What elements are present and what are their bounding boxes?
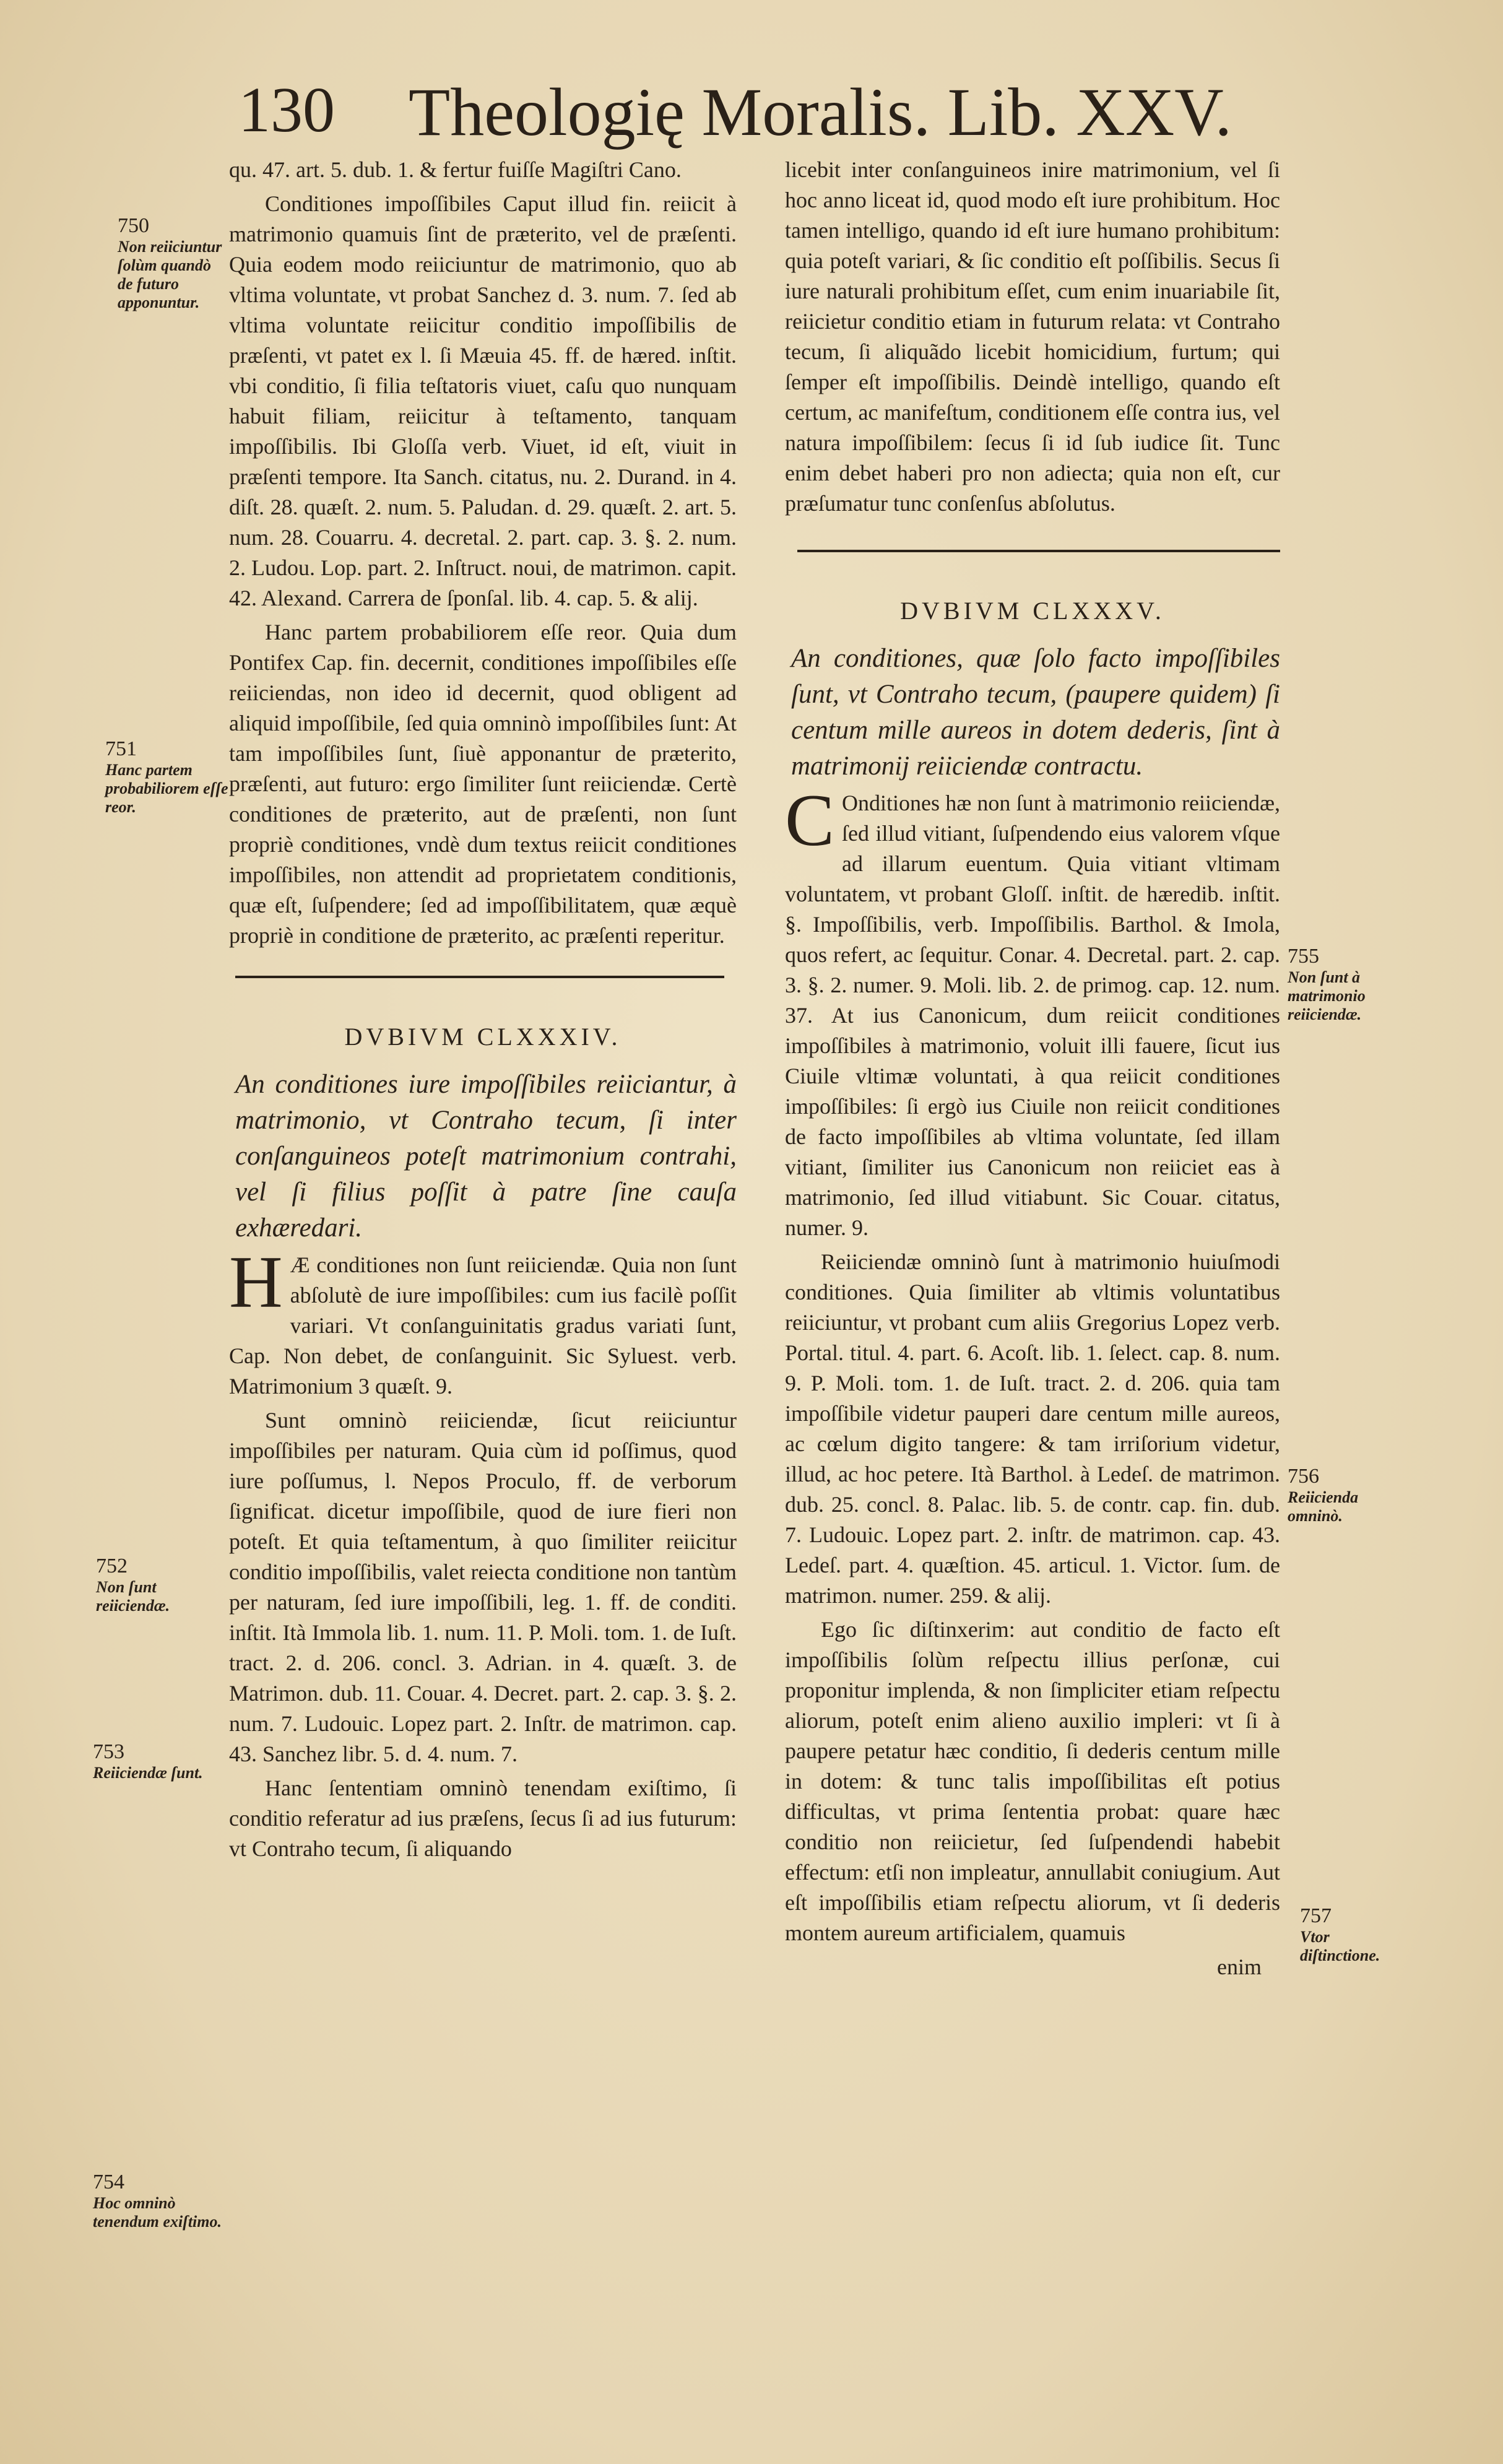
dubium-184-heading: DVBIVM CLXXXIV. — [344, 1023, 622, 1051]
right-column — [785, 155, 1280, 1986]
running-title: Theologię Moralis. Lib. XXV. — [409, 74, 1232, 150]
drop-cap-h: H — [229, 1241, 283, 1323]
paragraph-757: Ego ſic diſtinxerim: aut conditio de facto eſt impoſſibilis ſolùm reſpectu illius perſonæ, cui proponitur implenda, & non ſimpliciter etiam reſpectu aliorum, poteſt enim alieno auxilio impleri: vt ſi à paupere petatur hæc conditio, ſi dederis centum mille in dotem: & tunc talis impoſſibilitas eſt potius difficultas, vt prima ſententia probat: quare hæc conditio non reiicietur, ſed ſuſpendendi habebit effectum: etſi non impleatur, annullabit coniugium. Aut eſt impoſſibilis etiam reſpectu aliorum, vt ſi dederis montem aureum artificialem, quamuis — [785, 1617, 1280, 1945]
right-continuation-paragraph: licebit inter conſanguineos inire matrimonium, vel ſi hoc anno liceat id, quod modo eſt iure prohibitum. Hoc tamen intelligo, quando id eſt iure humano prohibitum: quia poteſt variari, & ſic conditio eſt poſſibilis. Secus ſi iure naturali prohibitum eſſet, cum enim inuariabile ſit, reiicietur conditio etiam in futurum relata: vt Contraho tecum, ſi aliquãdo licebit homicidium, furtum; qui ſemper eſt impoſſibilis. Deindè intelligo, quando eſt certum, ac manifeſtum, conditionem eſſe contra ius, vel natura impoſſibilem: ſecus ſi id ſub iudice ſit. Tunc enim debet haberi pro non adiecta; quia non eſt, cur præſumatur tunc conſenſus abſolutus. — [785, 157, 1280, 516]
left-continuation-paragraph: qu. 47. art. 5. dub. 1. & fertur fuiſſe Magiſtri Cano. — [229, 157, 682, 182]
paragraph-754: Hanc ſententiam omninò tenendam exiſtimo, ſi conditio referatur ad ius præſens, ſecus ſi ad ius futurum: vt Contraho tecum, ſi aliquando — [229, 1776, 737, 1861]
paragraph-753: Sunt omninò reiiciendæ, ſicut reiiciuntur impoſſibiles per naturam. Quia cùm id poſſimus, quod iure poſſumus, l. Nepos Proculo, ff. de verborum ſignificat. dicetur impoſſibile, quod de iure fieri non poteſt. Et quia teſtamentum, à quo ſimiliter reiicitur conditio impoſſibilis, valet reiecta conditione non tantùm per naturam, ſed iure impoſſibili, leg. 1. ff. de conditi. inſtit. Ità Immola lib. 1. num. 11. P. Moli. tom. 1. de Iuſt. tract. 2. d. 206. concl. 3. Adrian. in 4. quæſt. 3. de Matrimon. dub. 11. Couar. 4. Decret. part. 2. cap. 3. §. 2. num. 7. Ludouic. Lopez part. 2. Inſtr. de matrimon. cap. 43. Sanchez libr. 5. d. 4. num. 7. — [229, 1408, 737, 1766]
paragraph-751: Hanc partem probabiliorem eſſe reor. Quia dum Pontifex Cap. fin. decernit, conditiones impoſſibiles eſſe reiiciendas, non ideo id decernit, quod obligent ad aliquid impoſſibile, ſed quia omninò impoſſibiles ſunt: At tam impoſſibiles ſunt, ſiuè apponantur de præterito, præſenti, aut futuro: ergo ſimiliter ſunt reiiciendæ. Certè conditiones de præterito, aut de præſenti, non ſunt propriè conditiones, vndè dum textus reiicit conditiones impoſſibiles, non attendit ad proprietatem conditionis, quæ eſt, ſuſpendere; ſed ad impoſſibilitatem, quæ æquè propriè in conditione de præterito, ac præſenti reperitur. — [229, 620, 737, 948]
margin-note-753: 753 Reiiciendæ ſunt. — [93, 1740, 203, 1782]
dubium-185-heading: DVBIVM CLXXXV. — [900, 597, 1165, 625]
page-header — [238, 73, 1328, 154]
paragraph-752: H Æ conditiones non ſunt reiiciendæ. Quia non ſunt abſolutè de iure impoſſibiles: cum ius facilè poſſit variari. Vt conſanguinitatis gradus variati ſunt, Cap. Non debet, de conſanguinit. Sic Syluest. verb. Matrimonium 3 quæſt. 9. — [229, 1241, 737, 1399]
section-divider — [797, 550, 1280, 552]
paragraph-756: Reiiciendæ omninò ſunt à matrimonio huiuſmodi conditiones. Quia ſimiliter ab vltimis voluntatibus reiiciuntur, vt probant cum aliis Gregorius Lopez verb. Portal. titul. 4. part. 6. Acoſt. lib. 1. ſelect. cap. 8. num. 9. P. Moli. tom. 1. de Iuſt. tract. 2. d. 206. quia tam impoſſibile videtur pauperi dare centum mille aureos, ac cœlum digito tangere: & tam irriſorium videtur, illud, ac hoc petere. Ità Barthol. à Ledeſ. de matrimon. dub. 25. concl. 8. Palac. lib. 5. de contr. cap. fin. dub. 7. Ludouic. Lopez part. 2. inſtr. de matrimon. cap. 43. Ledeſ. part. 4. quæſtion. 45. articul. 1. Victor. ſum. de matrimon. numer. 259. & alij. — [785, 1249, 1280, 1608]
page-number: 130 — [238, 74, 335, 145]
margin-note-754: 754 Hoc omninò tenendum exiſtimo. — [93, 2171, 222, 2231]
dubium-185-question: An conditiones, quæ ſolo facto impoſſibiles ſunt, vt Contraho tecum, (paupere quidem) ſi centum mille aureos in dotem dederis, ſint à matrimonij reiiciendæ contractu. — [791, 644, 1280, 781]
margin-note-750: 750 Non reiiciuntur ſolùm quandò de futuro apponuntur. — [118, 214, 222, 311]
margin-note-756: 756 Reiicienda omninò. — [1288, 1465, 1359, 1525]
drop-cap-c: C — [785, 779, 835, 861]
margin-note-751: 751 Hanc partem probabiliorem eſſe reor. — [105, 737, 228, 816]
section-divider — [235, 976, 724, 978]
paragraph-755: C Onditiones hæ non ſunt à matrimonio reiiciendæ, ſed illud vitiant, ſuſpendendo eius valorem vſque ad illarum euentum. Quia vitiant vltimam voluntatem, vt probant Gloſſ. inſtit. de hæredib. inſtit. §. Impoſſibilis, verb. Impoſſibilis. Barthol. & Imola, quos refert, ac ſequitur. Conar. 4. Decretal. part. 2. cap. 3. §. 2. numer. 9. Moli. lib. 2. de primog. cap. 12. num. 37. At ius Canonicum, dum reiicit conditiones impoſſibiles à matrimonio, voluit illi fauere, ſicut ius Ciuile vltimæ voluntati, à qua reiicit conditiones impoſſibiles: ſi ergò ius Ciuile non reiicit conditiones de facto impoſſibiles ab vltima voluntate, ſed illam vitiant, ſimiliter ius Canonicum non reiiciet eas à matrimonio, ſed illud vitiabunt. Sic Couar. citatus, numer. 9. — [785, 779, 1280, 1240]
left-column — [229, 155, 737, 1868]
catchword: enim — [1217, 1954, 1262, 1979]
margin-note-755: 755 Non ſunt à matrimonio reiiciendæ. — [1288, 945, 1366, 1023]
margin-note-757: 757 Vtor diſtinctione. — [1300, 1904, 1380, 1964]
margin-note-752: 752 Non ſunt reiiciendæ. — [96, 1555, 170, 1615]
paragraph-750: Conditiones impoſſibiles Caput illud fin. reiicit à matrimonio quamuis ſint de præterito, vel de præſenti. Quia eodem modo reiiciuntur de matrimonio, quo ab vltima voluntate, vt probat Sanchez d. 3. num. 7. ſed ab vltima voluntate reiicitur conditio impoſſibilis de præſenti, vt patet ex l. ſi Mæuia 45. ff. de hæred. inſtit. vbi conditio, ſi filia teſtatoris viuet, caſu quo nunquam habuit filiam, reiicitur à teſtamento, tanquam impoſſibilis. Ibi Gloſſa verb. Viuet, id eſt, viuit in præſenti tempore. Ita Sanch. citatus, nu. 2. Durand. in 4. diſt. 28. quæſt. 2. num. 5. Paludan. d. 29. quæſt. 2. art. 5. num. 28. Couarru. 4. decretal. 2. part. cap. 3. §. 2. num. 2. Ludou. Lop. part. 2. Inſtruct. noui, de matrimon. capit. 42. Alexand. Carrera de ſponſal. lib. 4. cap. 5. & alij. — [229, 191, 737, 610]
dubium-184-question: An conditiones iure impoſſibiles reiiciantur, à matrimonio, vt Contraho tecum, ſi inter conſanguineos poteſt matrimonium contrahi, vel ſi filius poſſit à patre ſine cauſa exhæredari. — [235, 1070, 737, 1243]
